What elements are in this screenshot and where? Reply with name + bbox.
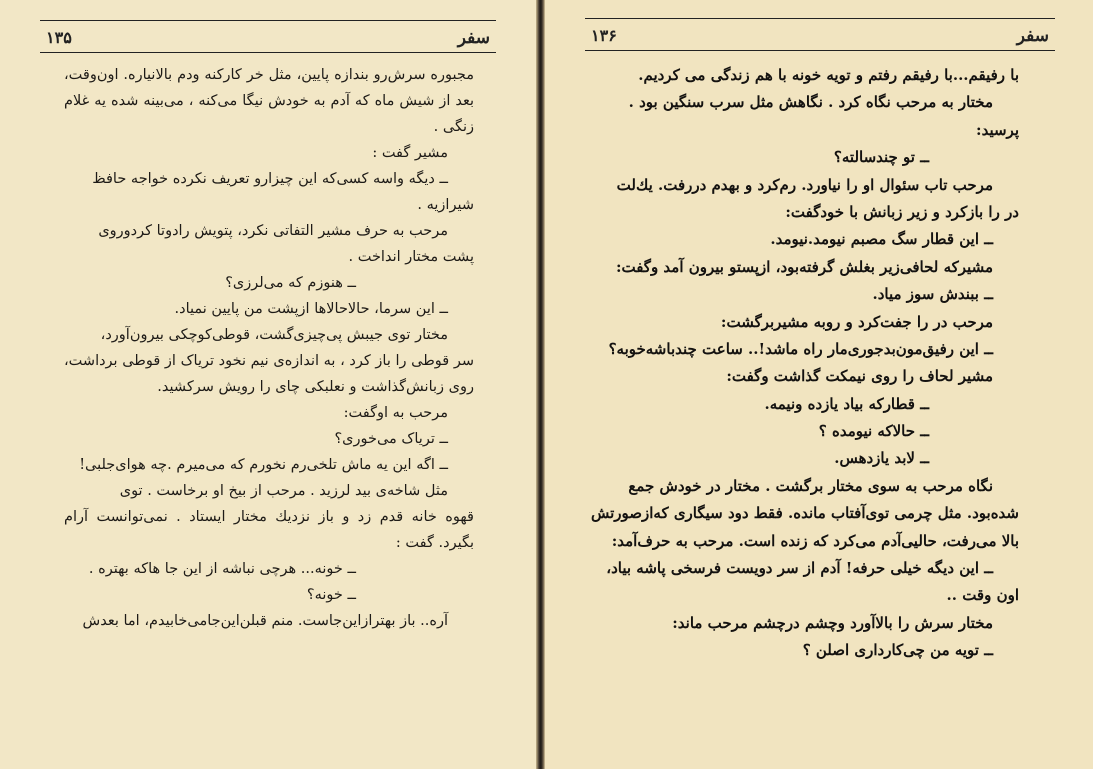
text-line: سر قوطی را باز کرد ، به اندازه‌ی نیم نخود تریاک از قوطی برداشت، [64,353,474,369]
text-line: با رفیقم...با رفیقم رفتم و تویه خونه با هم زندگی می کردیم. [638,66,1019,84]
header-top-rule [40,20,496,21]
text-line: مجبوره سرش‌رو بندازه پایین، مثل خر کارکنه ودم بالانیاره. اون‌وقت، [64,67,474,83]
text-line: مختار سرش را بالاآورد وچشم درچشم مرحب ماند: [672,613,993,632]
page-number: ۱۳۵ [46,28,72,47]
text-line: ــ لابد یازدهس. [834,449,929,468]
right-book-page [545,0,1093,769]
text-line: روی زبانش‌گذاشت و نعلبکی چای را رویش سرکشید. [157,379,474,395]
text-line: شده‌بود. مثل چرمی توی‌آفتاب مانده. فقط دود سیگاری که‌ازصورتش [590,504,1019,523]
page-body-text [64,62,474,634]
text-line: ــ قطارکه بیاد یازده ونیمه. [764,394,929,413]
text-line: پرسید: [976,120,1019,139]
text-line: مشیرکه لحافی‌زیر بغلش گرفته‌بود، ازپستو بیرون آمد وگفت: [615,257,993,276]
text-line: زنگی . [433,119,474,135]
page-number: ۱۳۶ [591,26,617,45]
text-line: پشت مختار انداخت . [348,249,474,265]
left-book-page [0,0,536,769]
running-title: سفر [457,28,490,48]
text-line: ــ خونه؟ [306,587,356,603]
text-line: ــ دیگه واسه کسی‌که این چیزارو تعریف نکرده خواجه حافظ [92,171,448,187]
text-line: ــ این قطار سگ مصبم نیومد.نیومد. [770,230,993,249]
text-line: مشیر گفت : [372,145,448,161]
text-line: بالا می‌رفت، حالیی‌آدم می‌کرد که زنده است. مرحب به حرف‌آمد: [611,531,1019,550]
text-line: اون وقت .. [946,586,1019,605]
text-line: آره.. باز بهترازاین‌جاست. منم قبلن‌این‌جامی‌خابیدم، اما بعدش [82,613,448,629]
text-line: ــ تریاک می‌خوری؟ [334,431,448,447]
text-line: مشیر لحاف را روی نیمکت گذاشت وگفت: [726,367,993,386]
text-line: مختار توی جیبش پی‌چیزی‌گشت، قوطی‌کوچکی بیرون‌آورد، [100,327,448,343]
header-top-rule [585,18,1055,19]
page-body-text [590,62,1019,665]
text-line: ــ این سرما، حالاحالاها ازپشت من پایین نمیاد. [174,301,448,317]
text-line: مرحب به اوگفت: [343,405,448,421]
text-line: ــ هنوزم که می‌لرزی؟ [225,275,356,291]
text-line: مرحب به حرف مشیر التفاتی نکرد، پتویش رادوتا کردوروی [98,223,448,239]
text-line: در را بازکرد و زیر زبانش با خودگفت: [785,202,1019,221]
text-line: بعد از شیش ماه که آدم به خودش نیگا می‌کنه ، می‌بینه شده یه غلام [64,93,474,109]
text-line: ــ این رفیق‌مون‌بدجوری‌مار راه ماشد!.. ساعت چندباشه‌خوبه؟ [608,339,993,358]
running-title: سفر [1016,26,1049,46]
page-header [585,24,1055,51]
text-line: قهوه خانه قدم زد و باز نزدیك مختار ایستاد . نمی‌توانست آرام [64,509,474,525]
text-line: مرحب تاب سئوال او را نیاورد. رم‌کرد و بهدم دررفت. یك‌لت [616,175,993,194]
text-line: ــ تویه من چی‌کارداری اصلن ؟ [802,641,993,660]
text-line: بگیرد. گفت : [395,535,474,551]
text-line: ــ ببندش سوز میاد. [872,285,993,304]
text-line: ــ خونه... هرچی نباشه از این جا هاکه بهتره . [88,561,356,577]
text-line: ــ اگه این یه ماش تلخی‌رم نخورم که می‌میرم .چه هوای‌جلبی! [79,457,448,473]
page-header [40,26,496,53]
text-line: نگاه مرحب به سوی مختار برگشت . مختار در خودش جمع [628,476,993,495]
text-line: ــ تو چندسالته؟ [833,148,929,167]
text-line: ــ این دیگه خیلی حرفه! آدم از سر دویست فرسخی پاشه بیاد، [606,559,993,578]
text-line: شیرازیه . [417,197,474,213]
text-line: ــ حالاکه نیومده ؟ [818,422,929,441]
book-gutter [536,0,545,769]
text-line: مثل شاخه‌ی بید لرزید . مرحب از بیخ او برخاست . توی [119,483,448,499]
text-line: مرحب در را جفت‌کرد و روبه مشیربرگشت: [720,312,993,331]
text-line: مختار به مرحب نگاه کرد . نگاهش مثل سرب سنگین بود . [628,93,993,112]
